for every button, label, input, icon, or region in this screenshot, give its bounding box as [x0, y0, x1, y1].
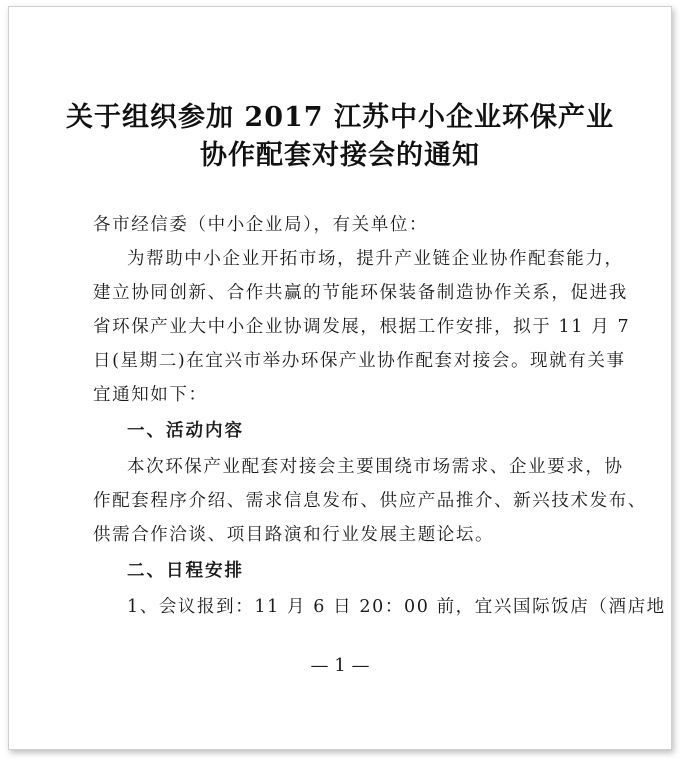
section-2-heading: 二、日程安排	[127, 561, 244, 581]
intro-line-5: 宜通知如下：	[93, 385, 208, 405]
section-1-line-2: 作配套程序介绍、需求信息发布、供应产品推介、新兴技术发布、	[93, 491, 647, 511]
document-page	[8, 6, 672, 750]
section-2-item-1: 1、会议报到：11 月 6 日 20：00 前，宜兴国际饭店（酒店地	[127, 597, 666, 617]
section-1-heading: 一、活动内容	[127, 421, 244, 441]
section-1-line-3: 供需合作洽谈、项目路演和行业发展主题论坛。	[93, 525, 495, 545]
document-title-line-1: 关于组织参加 2017 江苏中小企业环保产业	[66, 102, 614, 133]
salutation: 各市经信委（中小企业局），有关单位：	[93, 215, 429, 235]
intro-line-2: 建立协同创新、合作共赢的节能环保装备制造协作关系，促进我	[93, 283, 628, 303]
intro-line-3: 省环保产业大中小企业协调发展，根据工作安排，拟于 11 月 7	[93, 317, 631, 337]
intro-line-4: 日(星期二)在宜兴市举办环保产业协作配套对接会。现就有关事	[93, 351, 626, 371]
intro-line-1: 为帮助中小企业开拓市场，提升产业链企业协作配套能力，	[127, 249, 624, 269]
page-number: — 1 —	[310, 655, 370, 676]
section-1-line-1: 本次环保产业配套对接会主要围绕市场需求、企业要求，协	[127, 457, 624, 477]
document-title-line-2: 协作配套对接会的通知	[200, 140, 480, 171]
